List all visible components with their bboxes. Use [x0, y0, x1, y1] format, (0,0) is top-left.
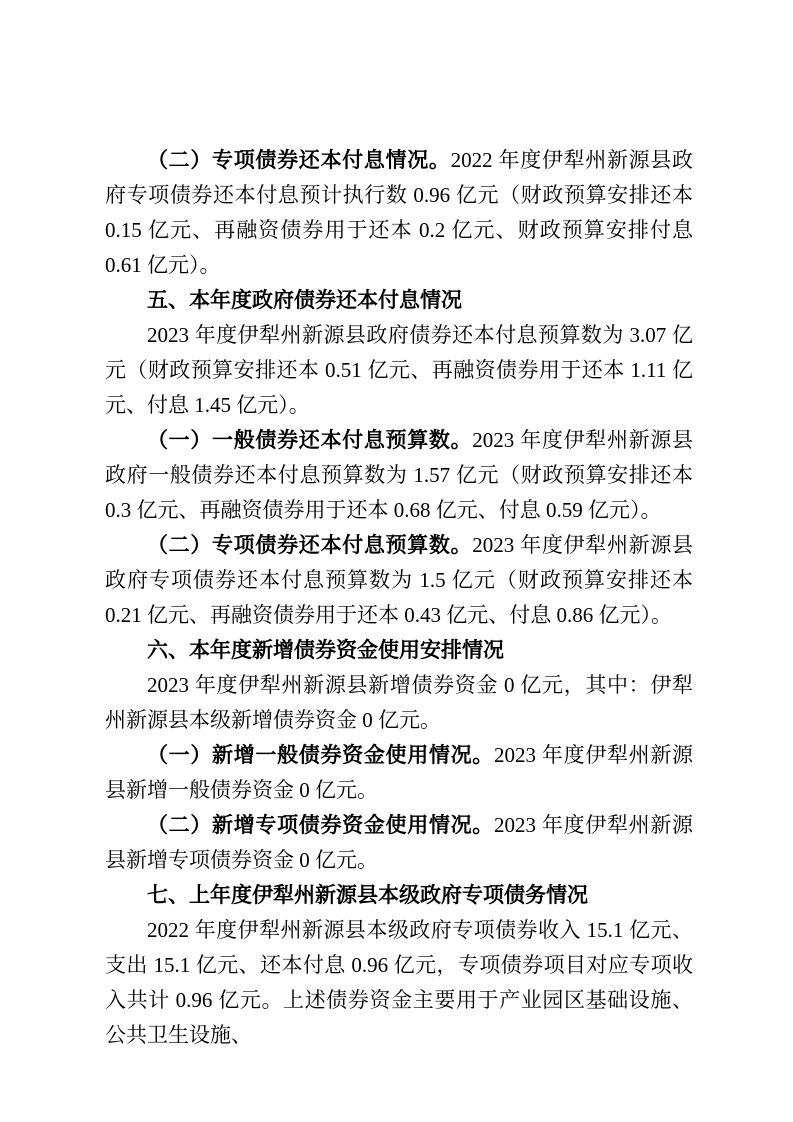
paragraph-bold-lead: （二）专项债券还本付息情况。: [147, 148, 451, 172]
paragraph-total-repayment-budget-2023: [105, 318, 693, 423]
paragraph-new-general-bond-usage: [105, 738, 693, 808]
paragraph-new-special-bond-usage: [105, 808, 693, 878]
section-heading-6: 六、本年度新增债券资金使用安排情况: [147, 638, 504, 662]
paragraph-bold-lead: （一）一般债券还本付息预算数。: [147, 428, 473, 452]
paragraph-text: 2023 年度伊犁州新源县新增专项债券资金 0 亿元。: [105, 813, 694, 872]
paragraph-special-bond-budget-2023: [105, 528, 693, 633]
section-heading-5: 五、本年度政府债券还本付息情况: [147, 288, 462, 312]
paragraph-bold-lead: （二）新增专项债券资金使用情况。: [147, 813, 494, 837]
paragraph-text: 2023 年度伊犁州新源县政府一般债券还本付息预算数为 1.57 亿元（财政预算安排还本 0.3 亿元、再融资债券用于还本 0.68 亿元、付息 0.59 亿元）。: [105, 428, 694, 522]
paragraph-bold-lead: （一）新增一般债券资金使用情况。: [147, 743, 494, 767]
paragraph-text: 2023 年度伊犁州新源县新增债券资金 0 亿元，其中：伊犁州新源县本级新增债券资金 0 亿元。: [105, 673, 693, 732]
section-heading-7: 七、上年度伊犁州新源县本级政府专项债务情况: [147, 883, 588, 907]
paragraph-text: 2022 年度伊犁州新源县政府专项债券还本付息预计执行数 0.96 亿元（财政预算安排还本 0.15 亿元、再融资债券用于还本 0.2 亿元、财政预算安排付息 0.61 亿元）。: [105, 148, 694, 277]
paragraph-text: 2023 年度伊犁州新源县政府债券还本付息预算数为 3.07 亿元（财政预算安排还本 0.51 亿元、再融资债券用于还本 1.11 亿元、付息 1.45 亿元）。: [105, 323, 693, 417]
paragraph-text: 2022 年度伊犁州新源县本级政府专项债券收入 15.1 亿元、支出 15.1 亿元、还本付息 0.96 亿元，专项债券项目对应专项收入共计 0.96 亿元。上述债券资金主要用于产业园区基础设施、公共卫生设施、: [105, 918, 693, 1047]
document-body: [105, 143, 693, 1053]
paragraph-new-bond-funds-2023: [105, 668, 693, 738]
paragraph-prior-year-special-debt: [105, 913, 693, 1053]
paragraph-general-bond-budget-2023: [105, 423, 693, 528]
paragraph-text: 2023 年度伊犁州新源县政府专项债券还本付息预算数为 1.5 亿元（财政预算安排还本 0.21 亿元、再融资债券用于还本 0.43 亿元、付息 0.86 亿元）。: [105, 533, 694, 627]
paragraph-special-bond-repayment-2022: [105, 143, 693, 283]
paragraph-bold-lead: （二）专项债券还本付息预算数。: [147, 533, 473, 557]
paragraph-text: 2023 年度伊犁州新源县新增一般债券资金 0 亿元。: [105, 743, 694, 802]
